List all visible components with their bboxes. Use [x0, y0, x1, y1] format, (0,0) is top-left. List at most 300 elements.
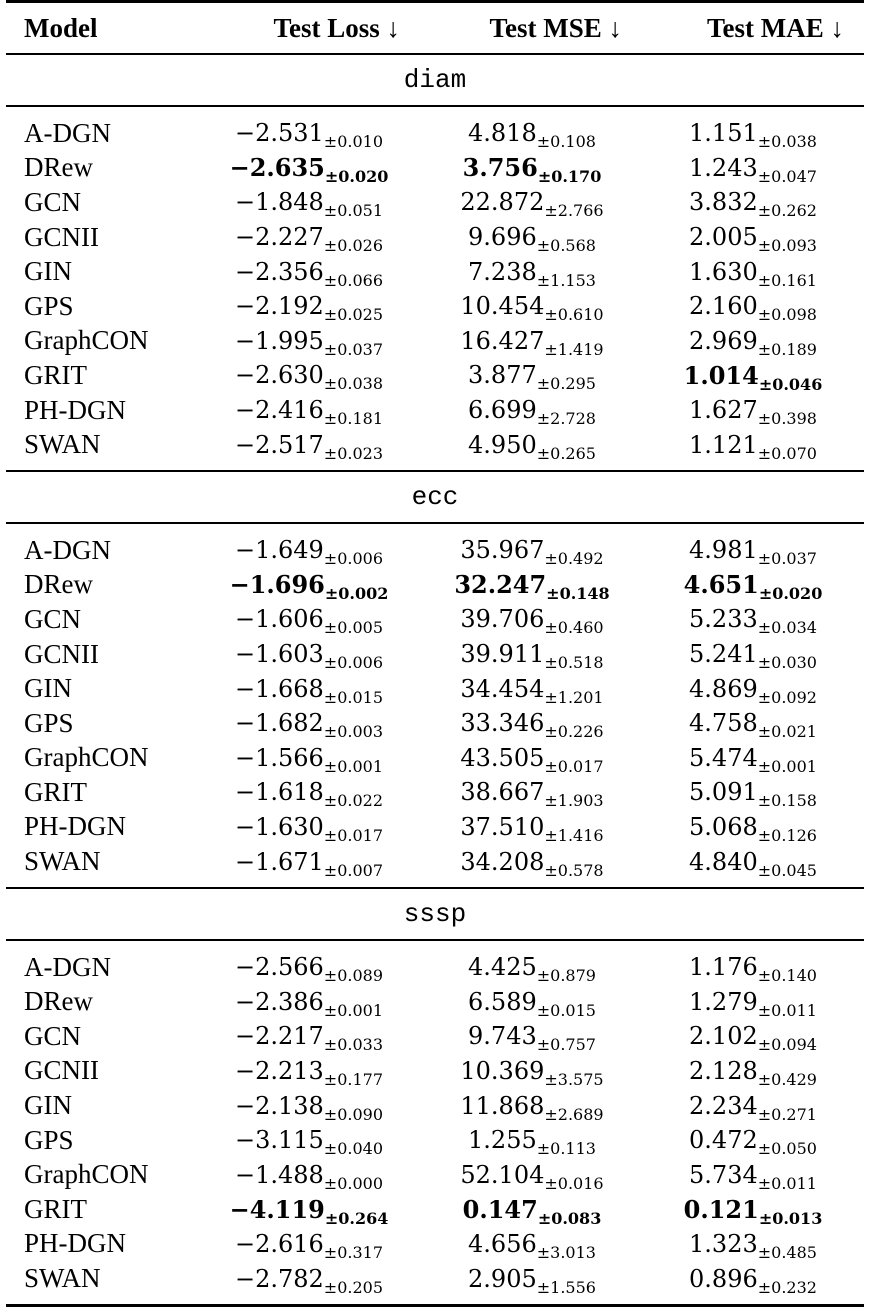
test-mse-cell: [422, 709, 642, 742]
test-loss-std: ±0.001: [323, 1000, 384, 1020]
test-mse-value: [468, 223, 596, 256]
header-row: [6, 3, 864, 53]
test-loss-cell: [196, 1056, 422, 1089]
test-mae-mean: 4.651: [683, 570, 759, 600]
test-loss-value: [234, 847, 384, 880]
test-mse-std: ±0.295: [536, 374, 596, 394]
test-mae-mean: 0.472: [689, 1126, 758, 1155]
test-mse-value: [460, 847, 604, 880]
test-mse-mean: 9.696: [468, 223, 537, 252]
model-name: GPS: [24, 707, 74, 738]
test-mae-cell: [642, 153, 864, 186]
test-mae-value: [689, 153, 817, 186]
test-mse-cell: [422, 119, 642, 152]
test-loss-mean: −1.668: [234, 674, 324, 703]
test-mse-cell: [422, 847, 642, 880]
test-loss-std: ±0.026: [323, 236, 384, 256]
test-loss-std: ±0.177: [323, 1069, 384, 1089]
section-title-sssp: sssp: [403, 898, 467, 929]
test-mae-mean: 0.121: [683, 1194, 759, 1224]
test-mae-cell: [642, 536, 864, 569]
test-mse-mean: 4.425: [468, 953, 537, 982]
test-loss-cell: [196, 119, 422, 152]
test-mae-cell: [642, 605, 864, 638]
test-mse-mean: 4.656: [468, 1229, 537, 1258]
test-loss-value: [234, 640, 384, 673]
test-mae-value: [689, 396, 817, 429]
test-loss-std: ±0.051: [323, 201, 384, 221]
test-loss-std: ±0.002: [324, 584, 389, 604]
test-mae-cell: [642, 709, 864, 742]
test-loss-std: ±0.015: [323, 687, 384, 707]
test-loss-std: ±0.003: [323, 722, 384, 742]
test-mse-cell: [422, 292, 642, 325]
test-mse-mean: 33.346: [460, 709, 545, 738]
test-mse-value: [460, 605, 604, 638]
model-name: GRIT: [24, 359, 87, 390]
test-loss-cell: [196, 1091, 422, 1124]
test-mae-mean: 1.176: [689, 953, 758, 982]
test-mae-cell: [642, 396, 864, 429]
test-mse-std: ±0.518: [544, 653, 604, 673]
table-row: [6, 151, 864, 186]
test-mse-std: ±0.083: [537, 1208, 602, 1228]
test-mae-std: ±0.038: [757, 132, 817, 152]
test-mae-mean: 2.005: [689, 223, 758, 252]
test-mse-mean: 10.369: [460, 1056, 545, 1085]
test-mae-std: ±0.011: [757, 1000, 817, 1020]
test-loss-mean: −2.782: [234, 1264, 324, 1293]
test-mae-std: ±0.047: [757, 166, 817, 186]
table-row: [6, 671, 864, 706]
test-loss-mean: −2.616: [234, 1229, 324, 1258]
test-loss-mean: −1.671: [234, 847, 324, 876]
test-loss-std: ±0.033: [323, 1035, 384, 1055]
test-mse-mean: 1.255: [468, 1126, 537, 1155]
test-mae-value: [689, 812, 817, 845]
model-name: A-DGN: [24, 534, 111, 565]
test-mse-cell: [422, 223, 642, 256]
test-mse-mean: 16.427: [460, 326, 545, 355]
table-row: [6, 533, 864, 568]
test-loss-cell: [196, 1022, 422, 1055]
table-row: [6, 185, 864, 220]
test-mae-value: [689, 1022, 817, 1055]
test-mae-cell: [642, 1264, 864, 1297]
test-mse-cell: [422, 257, 642, 290]
test-mse-cell: [422, 743, 642, 776]
test-loss-value: [234, 1264, 384, 1297]
test-mse-value: [460, 536, 604, 569]
test-mae-cell: [642, 257, 864, 290]
test-mae-std: ±0.158: [757, 791, 817, 811]
test-mse-mean: 22.872: [460, 188, 545, 217]
test-loss-cell: [196, 847, 422, 880]
table-body: [6, 53, 864, 1307]
model-name: DRew: [24, 986, 93, 1017]
test-mae-value: [683, 570, 823, 604]
test-loss-mean: −1.649: [234, 536, 324, 565]
test-loss-cell: [196, 743, 422, 776]
test-mse-value: [468, 1264, 596, 1297]
test-mse-std: ±3.575: [544, 1069, 604, 1089]
model-name: GIN: [24, 256, 72, 287]
table-row: [6, 741, 864, 776]
test-mse-cell: [422, 1229, 642, 1262]
test-mse-mean: 6.699: [468, 396, 537, 425]
test-loss-cell: [196, 1194, 422, 1228]
table-row: [6, 706, 864, 741]
test-mae-mean: 5.241: [689, 640, 758, 669]
test-mae-value: [689, 847, 817, 880]
test-mse-mean: 4.818: [468, 119, 537, 148]
test-mse-cell: [422, 361, 642, 394]
test-mae-mean: 1.014: [683, 360, 759, 390]
test-mse-std: ±1.416: [544, 825, 604, 845]
model-name: DRew: [24, 152, 93, 183]
table-row: [6, 1123, 864, 1158]
test-mae-mean: 1.279: [689, 987, 758, 1016]
test-mae-std: ±0.429: [757, 1069, 817, 1089]
results-table: [6, 0, 864, 1307]
model-name: GCN: [24, 603, 82, 634]
test-mse-std: ±0.226: [544, 722, 604, 742]
table-row: [6, 637, 864, 672]
test-mse-value: [468, 396, 596, 429]
test-mse-cell: [422, 536, 642, 569]
test-loss-mean: −1.603: [234, 640, 324, 669]
test-mse-mean: 38.667: [460, 778, 545, 807]
test-mse-value: [460, 640, 604, 673]
test-mse-cell: [422, 1194, 642, 1228]
test-mse-std: ±1.419: [544, 339, 604, 359]
test-mse-value: [468, 361, 596, 394]
test-mae-mean: 5.068: [689, 812, 758, 841]
test-mse-mean: 11.868: [460, 1091, 545, 1120]
test-mae-value: [689, 1229, 817, 1262]
test-mae-cell: [642, 1194, 864, 1228]
model-name: GPS: [24, 290, 74, 321]
table-row: [6, 775, 864, 810]
test-mae-value: [689, 1126, 817, 1159]
test-loss-mean: −2.356: [234, 257, 324, 286]
test-loss-mean: −2.386: [234, 987, 324, 1016]
test-mae-value: [689, 119, 817, 152]
test-loss-mean: −1.696: [229, 570, 325, 600]
test-mae-value: [689, 223, 817, 256]
test-mse-std: ±0.017: [544, 756, 604, 776]
table-row: [6, 116, 864, 151]
model-name: PH-DGN: [24, 1228, 127, 1259]
test-loss-mean: −2.517: [234, 430, 324, 459]
test-loss-mean: −1.566: [234, 743, 324, 772]
test-loss-mean: −2.227: [234, 223, 324, 252]
test-loss-cell: [196, 987, 422, 1020]
test-mae-cell: [642, 778, 864, 811]
test-mae-value: [689, 1056, 817, 1089]
test-loss-value: [229, 153, 389, 187]
test-mse-value: [460, 1160, 604, 1193]
test-loss-cell: [196, 778, 422, 811]
test-mae-cell: [642, 1022, 864, 1055]
test-loss-value: [234, 778, 384, 811]
model-name: A-DGN: [24, 117, 111, 148]
test-mse-value: [460, 1091, 604, 1124]
test-mse-std: ±2.689: [544, 1104, 604, 1124]
test-mse-value: [468, 987, 596, 1020]
test-loss-mean: −2.416: [234, 396, 324, 425]
test-loss-std: ±0.037: [323, 339, 384, 359]
test-loss-value: [234, 987, 384, 1020]
test-mae-cell: [642, 743, 864, 776]
test-mae-value: [689, 605, 817, 638]
test-mae-cell: [642, 360, 864, 394]
table-row: [6, 1088, 864, 1123]
test-mse-value: [460, 326, 604, 359]
test-loss-value: [234, 188, 384, 221]
test-mse-std: ±1.153: [536, 270, 596, 290]
table-row: [6, 358, 864, 393]
test-mse-cell: [422, 396, 642, 429]
test-loss-cell: [196, 257, 422, 290]
test-mse-cell: [422, 1264, 642, 1297]
test-mse-value: [468, 257, 596, 290]
test-mae-cell: [642, 223, 864, 256]
test-mae-cell: [642, 674, 864, 707]
model-name: SWAN: [24, 1263, 101, 1294]
test-mae-mean: 2.128: [689, 1056, 758, 1085]
test-mse-std: ±0.492: [544, 549, 604, 569]
test-mse-cell: [422, 430, 642, 463]
test-loss-value: [234, 1229, 384, 1262]
test-mse-mean: 7.238: [468, 257, 537, 286]
test-loss-mean: −1.488: [234, 1160, 324, 1189]
test-mse-mean: 3.877: [468, 361, 537, 390]
test-mse-value: [460, 1056, 604, 1089]
header-test-mae: Test MAE ↓: [706, 12, 844, 43]
test-mae-mean: 3.832: [689, 188, 758, 217]
test-mae-std: ±0.189: [757, 339, 817, 359]
test-loss-std: ±0.090: [323, 1104, 384, 1124]
table-row: [6, 1054, 864, 1089]
test-mae-cell: [642, 430, 864, 463]
test-mae-std: ±0.126: [757, 825, 817, 845]
test-mse-cell: [422, 1056, 642, 1089]
test-mae-mean: 4.758: [689, 709, 758, 738]
test-loss-std: ±0.005: [323, 618, 384, 638]
test-mse-std: ±0.460: [544, 618, 604, 638]
table-row: [6, 1157, 864, 1192]
test-mse-value: [460, 674, 604, 707]
test-mse-value: [462, 153, 602, 187]
test-mae-value: [689, 1091, 817, 1124]
model-name: GCN: [24, 1020, 82, 1051]
test-mse-mean: 52.104: [460, 1160, 545, 1189]
test-mse-cell: [422, 188, 642, 221]
test-mae-std: ±0.034: [757, 618, 817, 638]
test-mse-std: ±0.610: [544, 305, 604, 325]
test-loss-std: ±0.317: [323, 1242, 384, 1262]
test-mse-mean: 32.247: [454, 570, 547, 600]
test-mae-std: ±0.262: [757, 201, 817, 221]
test-mse-value: [468, 119, 596, 152]
test-loss-mean: −1.682: [234, 709, 324, 738]
test-mse-std: ±0.113: [536, 1139, 596, 1159]
test-mae-std: ±0.093: [757, 236, 817, 256]
test-loss-cell: [196, 1264, 422, 1297]
test-mse-value: [460, 188, 604, 221]
test-mae-cell: [642, 1056, 864, 1089]
test-mse-cell: [422, 570, 642, 604]
test-loss-value: [234, 812, 384, 845]
test-mae-mean: 1.323: [689, 1229, 758, 1258]
model-name: GRIT: [24, 1193, 87, 1224]
test-mse-value: [460, 709, 604, 742]
test-loss-mean: −1.995: [234, 326, 324, 355]
test-mae-std: ±0.001: [757, 756, 817, 776]
test-mse-value: [462, 1194, 602, 1228]
test-mse-std: ±2.766: [544, 201, 604, 221]
test-mae-cell: [642, 188, 864, 221]
model-name: GCN: [24, 186, 82, 217]
test-loss-cell: [196, 640, 422, 673]
test-mse-cell: [422, 605, 642, 638]
test-loss-cell: [196, 153, 422, 187]
test-loss-cell: [196, 953, 422, 986]
model-name: GCNII: [24, 638, 99, 669]
test-mae-cell: [642, 292, 864, 325]
test-loss-std: ±0.025: [323, 305, 384, 325]
test-loss-mean: −1.606: [234, 605, 324, 634]
test-mae-std: ±0.098: [757, 305, 817, 325]
test-mae-mean: 5.091: [689, 778, 758, 807]
test-mse-std: ±0.148: [546, 584, 610, 604]
table-row: [6, 1261, 864, 1296]
test-loss-std: ±0.089: [323, 966, 384, 986]
table-row: [6, 393, 864, 428]
model-name: GCNII: [24, 1055, 99, 1086]
test-mse-value: [468, 953, 596, 986]
section-title-diam: diam: [403, 65, 467, 95]
test-mse-cell: [422, 674, 642, 707]
test-mse-cell: [422, 326, 642, 359]
table-row: [6, 427, 864, 462]
test-mse-cell: [422, 812, 642, 845]
test-mse-cell: [422, 953, 642, 986]
test-mae-std: ±0.030: [757, 653, 817, 673]
test-mae-mean: 1.121: [689, 430, 758, 459]
test-mse-cell: [422, 1126, 642, 1159]
test-mse-value: [468, 1229, 596, 1262]
test-mae-value: [689, 430, 817, 463]
table-row: [6, 950, 864, 985]
test-loss-cell: [196, 709, 422, 742]
test-loss-value: [234, 119, 384, 152]
test-mae-cell: [642, 987, 864, 1020]
test-mse-mean: 4.950: [468, 430, 537, 459]
test-loss-value: [234, 1126, 384, 1159]
test-mae-std: ±0.140: [757, 966, 817, 986]
test-loss-cell: [196, 223, 422, 256]
test-loss-cell: [196, 674, 422, 707]
model-name: SWAN: [24, 429, 101, 460]
table-row: [6, 220, 864, 255]
test-mae-value: [689, 743, 817, 776]
header-model: Model: [24, 12, 98, 43]
test-loss-std: ±0.006: [323, 653, 384, 673]
table-row: [6, 844, 864, 879]
test-loss-value: [234, 1091, 384, 1124]
test-loss-value: [229, 570, 389, 604]
test-mse-value: [468, 1022, 596, 1055]
test-loss-value: [234, 1160, 384, 1193]
test-mae-mean: 2.234: [689, 1091, 758, 1120]
test-loss-cell: [196, 188, 422, 221]
test-mae-mean: 1.627: [689, 396, 758, 425]
test-loss-mean: −1.618: [234, 778, 324, 807]
model-name: GraphCON: [24, 1159, 149, 1190]
test-mse-cell: [422, 1091, 642, 1124]
test-mae-mean: 5.734: [689, 1160, 758, 1189]
test-loss-value: [234, 709, 384, 742]
test-mae-mean: 4.981: [689, 536, 758, 565]
test-mae-mean: 1.151: [689, 119, 758, 148]
test-mse-std: ±0.568: [536, 236, 596, 256]
table-row: [6, 602, 864, 637]
model-name: GCNII: [24, 221, 99, 252]
test-loss-mean: −4.119: [229, 1194, 325, 1224]
test-mae-value: [689, 987, 817, 1020]
test-loss-value: [234, 257, 384, 290]
test-mae-std: ±0.020: [758, 584, 823, 604]
test-loss-value: [234, 361, 384, 394]
table-row: [6, 254, 864, 289]
test-mae-mean: 5.474: [689, 743, 758, 772]
test-loss-mean: −2.217: [234, 1022, 324, 1051]
test-mae-value: [689, 292, 817, 325]
test-loss-cell: [196, 1229, 422, 1262]
test-mae-value: [689, 326, 817, 359]
test-mse-mean: 2.905: [468, 1264, 537, 1293]
table-row: [6, 984, 864, 1019]
test-mse-value: [460, 292, 604, 325]
test-loss-value: [234, 292, 384, 325]
test-mae-mean: 1.630: [689, 257, 758, 286]
test-mse-mean: 34.454: [460, 674, 545, 703]
test-loss-std: ±0.000: [323, 1173, 384, 1193]
test-mse-mean: 3.756: [462, 153, 538, 183]
test-mae-mean: 2.160: [689, 292, 758, 321]
test-loss-cell: [196, 292, 422, 325]
test-loss-std: ±0.022: [323, 791, 384, 811]
table-row: [6, 1192, 864, 1227]
header-test-mse: Test MSE ↓: [489, 12, 622, 43]
test-mse-std: ±0.265: [536, 443, 596, 463]
section-title-ecc: ecc: [411, 481, 459, 512]
test-mse-mean: 37.510: [460, 812, 545, 841]
test-loss-std: ±0.001: [323, 756, 384, 776]
section-rows: [6, 524, 864, 887]
test-mse-std: ±0.015: [536, 1000, 596, 1020]
test-mae-value: [689, 188, 817, 221]
test-mse-std: ±1.556: [536, 1277, 596, 1297]
test-mae-cell: [642, 640, 864, 673]
test-mae-value: [689, 709, 817, 742]
model-name: DRew: [24, 569, 93, 600]
test-loss-value: [234, 536, 384, 569]
test-loss-std: ±0.264: [324, 1208, 389, 1228]
test-mae-value: [689, 640, 817, 673]
